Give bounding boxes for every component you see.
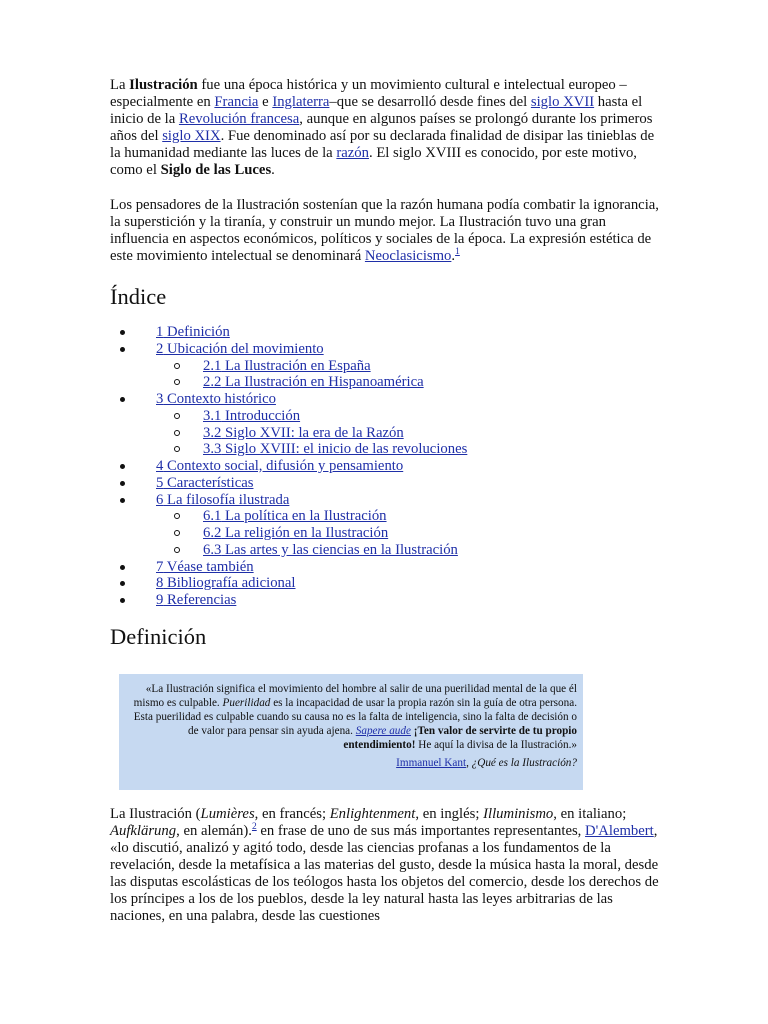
text-run: «La Ilustración significa el movimiento del hombre al salir de una puerilidad mental de la que él mismo es culpable. — [133, 683, 577, 709]
toc-item-label: Las artes y las ciencias en la Ilustración — [221, 541, 458, 558]
italic-term: Aufklärung — [110, 823, 177, 839]
circle-bullet-icon — [174, 513, 180, 519]
toc-item-number: 1 — [156, 324, 164, 340]
bold-term-ilustracion: Ilustración — [129, 77, 198, 93]
toc-item-label: Referencias — [163, 592, 237, 608]
toc-link[interactable] — [156, 391, 276, 407]
link-neoclasicismo[interactable]: Neoclasicismo — [364, 248, 452, 264]
toc-link[interactable] — [203, 508, 387, 524]
text-run: en frase de uno de sus más importantes representantes, — [256, 823, 586, 839]
toc-link[interactable] — [156, 492, 289, 508]
toc-link[interactable] — [156, 575, 296, 591]
toc-item-number: 4 — [156, 458, 164, 474]
toc-item — [110, 324, 662, 341]
toc-item-label: Características — [163, 474, 254, 491]
toc-item — [110, 592, 662, 609]
toc-item-number: 6.3 — [203, 541, 222, 558]
text-run: , en francés; — [254, 806, 330, 822]
text-run: . — [271, 162, 275, 178]
toc-item — [110, 508, 662, 525]
text-run: –que se desarrolló desde fines del — [329, 94, 531, 110]
toc-link[interactable] — [203, 425, 404, 441]
toc-item — [110, 575, 662, 592]
text-run: , aunque en algunos países se prolongó durante los primeros años del — [110, 111, 653, 144]
toc-link[interactable] — [203, 441, 467, 457]
text-run: e — [258, 94, 273, 110]
text-run: es la incapacidad de usar la propia razón sin la guía de otra persona. Esta puerilidad es culpable cuando su causa no es la falta de inteligencia, sino la falta de decisión o de valor para pensar sin ayuda ajena. — [133, 697, 577, 737]
bullet-icon — [120, 347, 125, 352]
text-run: He aquí la divisa de la Ilustración.» — [415, 739, 577, 751]
toc-item-label: La filosofía ilustrada — [163, 491, 290, 508]
toc-item — [110, 492, 662, 509]
kant-quote-box — [119, 674, 583, 790]
italic-term: Illuminismo — [483, 806, 554, 822]
toc-item-label: La religión en la Ilustración — [221, 525, 389, 541]
toc-item-number: 3 — [156, 391, 164, 407]
link-immanuel-kant[interactable]: Immanuel Kant — [396, 757, 467, 769]
toc-item — [110, 374, 662, 391]
text-run: , en inglés; — [415, 806, 484, 822]
toc-link[interactable] — [156, 324, 230, 340]
toc-link[interactable] — [203, 525, 388, 541]
text-run: . — [451, 248, 456, 264]
toc-item — [110, 358, 662, 375]
toc-item-number: 6.2 — [203, 525, 222, 541]
circle-bullet-icon — [174, 363, 180, 369]
quote-work-title: ¿Qué es la Ilustración? — [471, 757, 577, 769]
text-run: , — [466, 757, 472, 769]
toc-link[interactable] — [156, 592, 236, 608]
bold-motto: ¡Ten valor de servirte de tu propio entendimiento! — [343, 725, 577, 751]
toc-link[interactable] — [203, 408, 300, 424]
footnote-ref-2[interactable]: 2 — [251, 822, 257, 832]
link-dalembert[interactable]: D'Alembert — [585, 823, 654, 839]
toc-link[interactable] — [156, 559, 254, 575]
toc-item — [110, 341, 662, 358]
italic-term: Enlightenment — [329, 806, 416, 822]
definicion-paragraph — [110, 806, 662, 925]
text-run: , en italiano; — [553, 806, 627, 822]
text-run: , en alemán). — [176, 823, 252, 839]
toc-heading: Índice — [110, 284, 167, 309]
circle-bullet-icon — [174, 379, 180, 385]
circle-bullet-icon — [174, 446, 180, 452]
toc-item — [110, 542, 662, 559]
text-run: . El siglo XVIII es conocido, por este motivo, como el — [110, 145, 637, 178]
toc-link[interactable] — [156, 475, 253, 491]
link-francia[interactable]: Francia — [214, 94, 259, 110]
toc-item-label: Véase también — [163, 558, 254, 575]
toc-link[interactable] — [156, 458, 403, 474]
bullet-icon — [120, 397, 125, 402]
toc-item — [110, 441, 662, 458]
toc-item — [110, 408, 662, 425]
toc-item-label: La política en la Ilustración — [221, 508, 387, 525]
toc-item — [110, 391, 662, 408]
bullet-icon — [120, 498, 125, 503]
link-inglaterra[interactable]: Inglaterra — [272, 94, 330, 110]
link-siglo-xvii[interactable]: siglo XVII — [530, 94, 595, 110]
toc-link[interactable] — [203, 358, 371, 374]
italic-term: Puerilidad — [222, 697, 271, 709]
toc-item-label: Definición — [163, 324, 230, 340]
toc-item-label: Contexto histórico — [163, 391, 276, 407]
circle-bullet-icon — [174, 413, 180, 419]
toc-item-number: 2.2 — [203, 374, 222, 391]
intro-paragraph-1 — [110, 77, 662, 179]
toc-item-number: 2 — [156, 340, 164, 357]
toc-item-label: Introducción — [221, 407, 301, 424]
text-run: La — [110, 77, 130, 93]
link-razon[interactable]: razón — [336, 145, 369, 161]
circle-bullet-icon — [174, 530, 180, 536]
toc-item-number: 5 — [156, 474, 164, 491]
toc-link[interactable] — [203, 374, 424, 390]
article-content — [110, 77, 662, 650]
toc-item — [110, 458, 662, 475]
circle-bullet-icon — [174, 547, 180, 553]
toc-item-number: 2.1 — [203, 357, 222, 374]
toc-item-number: 3.1 — [203, 407, 222, 424]
toc-item-label: Siglo XVII: la era de la Razón — [221, 424, 404, 441]
table-of-contents — [110, 324, 662, 609]
toc-item-label: La Ilustración en España — [221, 357, 371, 374]
toc-item-label: Bibliografía adicional — [163, 575, 296, 592]
toc-item-label: Contexto social, difusión y pensamiento — [163, 458, 404, 474]
toc-item-number: 8 — [156, 575, 164, 592]
link-sapere-aude[interactable]: Sapere aude — [355, 725, 411, 737]
toc-item — [110, 425, 662, 442]
intro-paragraph-2 — [110, 197, 662, 265]
toc-item-number: 6.1 — [203, 508, 222, 525]
text-run: La Ilustración ( — [110, 806, 201, 822]
bullet-icon — [120, 598, 125, 603]
toc-item — [110, 525, 662, 542]
bullet-icon — [120, 330, 125, 335]
link-siglo-xix[interactable]: siglo XIX — [162, 128, 221, 144]
bullet-icon — [120, 565, 125, 570]
text-run: Los pensadores de la Ilustración sostenían que la razón humana podía combatir la ignorancia, la superstición y la tiranía, y construir un mundo mejor. La Ilustración tuvo una gran influencia en aspectos económicos, políticos y sociales de la época. La expresión estética de este movimiento intelectual se denominará — [110, 197, 659, 264]
quote-text — [127, 682, 577, 752]
bullet-icon — [120, 581, 125, 586]
text-run: . Fue denominado así por su declarada finalidad de disipar las tinieblas de la humanidad mediante las luces de la — [110, 128, 655, 161]
toc-item-number: 7 — [156, 558, 164, 575]
text-run: , «lo discutió, analizó y agitó todo, desde las ciencias profanas a los fundamentos de la revelación, desde la metafísica a las materias del gusto, desde la música hasta la moral, desde las disputas escolásticas de los teólogos hasta los objetos del comercio, desde los derechos de los príncipes a los de los pueblos, desde la ley natural hasta las leyes arbitrarias de las naciones, en una palabra, desde las cuestiones — [110, 823, 659, 924]
link-revolucion-francesa[interactable]: Revolución francesa — [178, 111, 300, 127]
toc-item-number: 9 — [156, 592, 164, 608]
quote-source — [127, 756, 577, 770]
section-heading-definicion: Definición — [110, 623, 207, 649]
toc-item — [110, 559, 662, 576]
bullet-icon — [120, 464, 125, 469]
toc-item-number: 6 — [156, 491, 164, 508]
bold-term-siglo-de-las-luces: Siglo de las Luces — [160, 162, 272, 178]
text-run: fue una época histórica y un movimiento cultural e intelectual europeo –especialmente en — [110, 77, 627, 110]
toc-item-label: La Ilustración en Hispanoamérica — [221, 374, 424, 391]
circle-bullet-icon — [174, 430, 180, 436]
toc-item-number: 3.2 — [203, 424, 222, 441]
toc-item-label: Siglo XVIII: el inicio de las revoluciones — [221, 441, 468, 458]
toc-link[interactable] — [203, 542, 458, 558]
toc-item-number: 3.3 — [203, 441, 222, 458]
footnote-ref-1[interactable]: 1 — [455, 247, 460, 257]
toc-item-label: Ubicación del movimiento — [163, 340, 324, 357]
toc-link[interactable] — [156, 341, 324, 357]
toc-item — [110, 475, 662, 492]
text-run: hasta el inicio de la — [110, 94, 643, 127]
bullet-icon — [120, 481, 125, 486]
italic-term: Lumières — [200, 806, 255, 822]
